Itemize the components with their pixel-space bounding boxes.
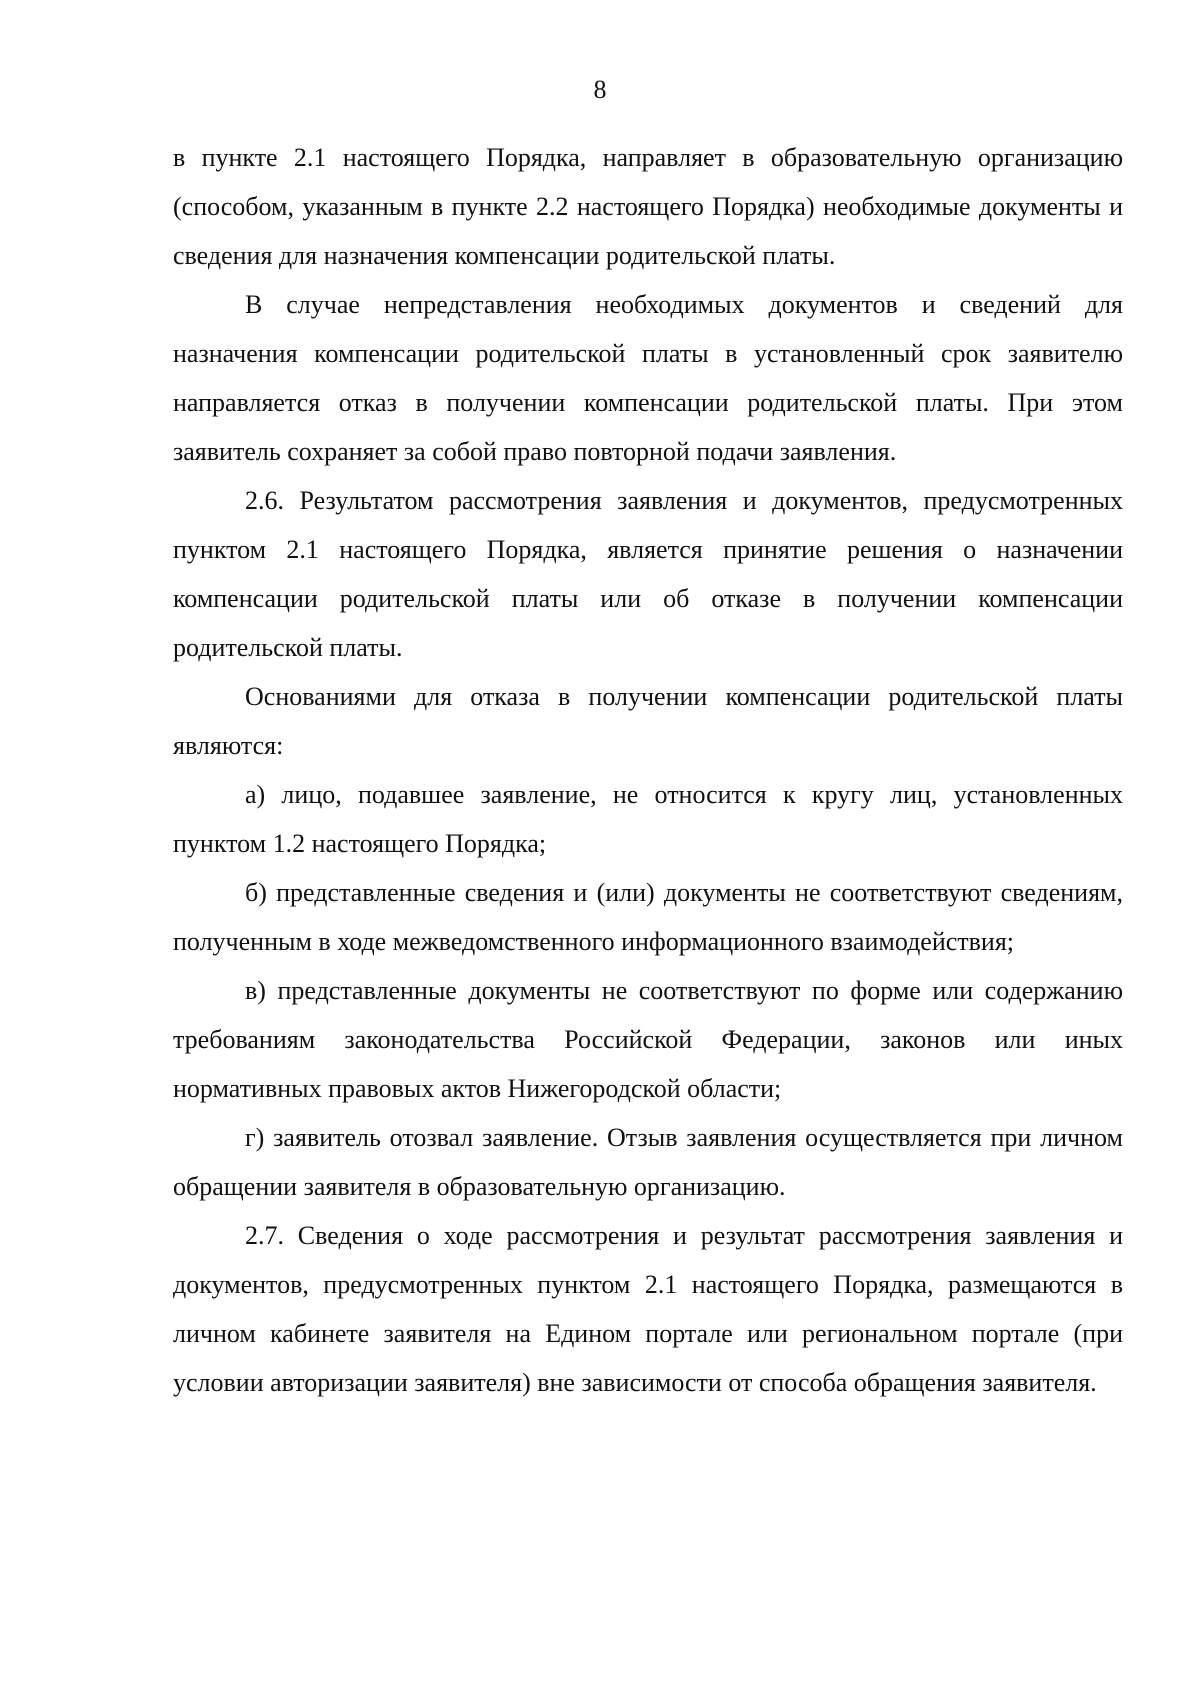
paragraph-continuation: в пункте 2.1 настоящего Порядка, направляет в образовательную организацию (способом, указанным в пункте 2.2 настоящего Порядка) необходимые документы и сведения для назначения компенсации родительской платы. bbox=[173, 143, 1123, 270]
paragraph-2-6: 2.6. Результатом рассмотрения заявления и документов, предусмотренных пунктом 2.1 настоящего Порядка, является принятие решения о назначении компенсации родительской платы или об отказе в получении компенсации родительской платы. bbox=[173, 486, 1123, 662]
paragraph-ground-v: в) представленные документы не соответствуют по форме или содержанию требованиям законодательства Российской Федерации, законов или иных нормативных правовых актов Нижегородской области; bbox=[173, 976, 1123, 1103]
paragraph-ground-b: б) представленные сведения и (или) документы не соответствуют сведениям, полученным в ходе межведомственного информационного взаимодействия; bbox=[173, 878, 1123, 956]
paragraph-refusal-notice: В случае непредставления необходимых документов и сведений для назначения компенсации родительской платы в установленный срок заявителю направляется отказ в получении компенсации родительской платы. При этом заявитель сохраняет за собой право повторной подачи заявления. bbox=[173, 290, 1123, 466]
document-body bbox=[173, 133, 1123, 1407]
page-number: 8 bbox=[593, 75, 607, 104]
paragraph-grounds-intro: Основаниями для отказа в получении компенсации родительской платы являются: bbox=[173, 682, 1123, 760]
paragraph-2-7: 2.7. Сведения о ходе рассмотрения и результат рассмотрения заявления и документов, предусмотренных пунктом 2.1 настоящего Порядка, размещаются в личном кабинете заявителя на Едином портале или региональном портале (при условии авторизации заявителя) вне зависимости от способа обращения заявителя. bbox=[173, 1221, 1123, 1397]
paragraph-ground-g: г) заявитель отозвал заявление. Отзыв заявления осуществляется при личном обращении заявителя в образовательную организацию. bbox=[173, 1123, 1123, 1201]
paragraph-ground-a: а) лицо, подавшее заявление, не относится к кругу лиц, установленных пунктом 1.2 настоящего Порядка; bbox=[173, 780, 1123, 858]
